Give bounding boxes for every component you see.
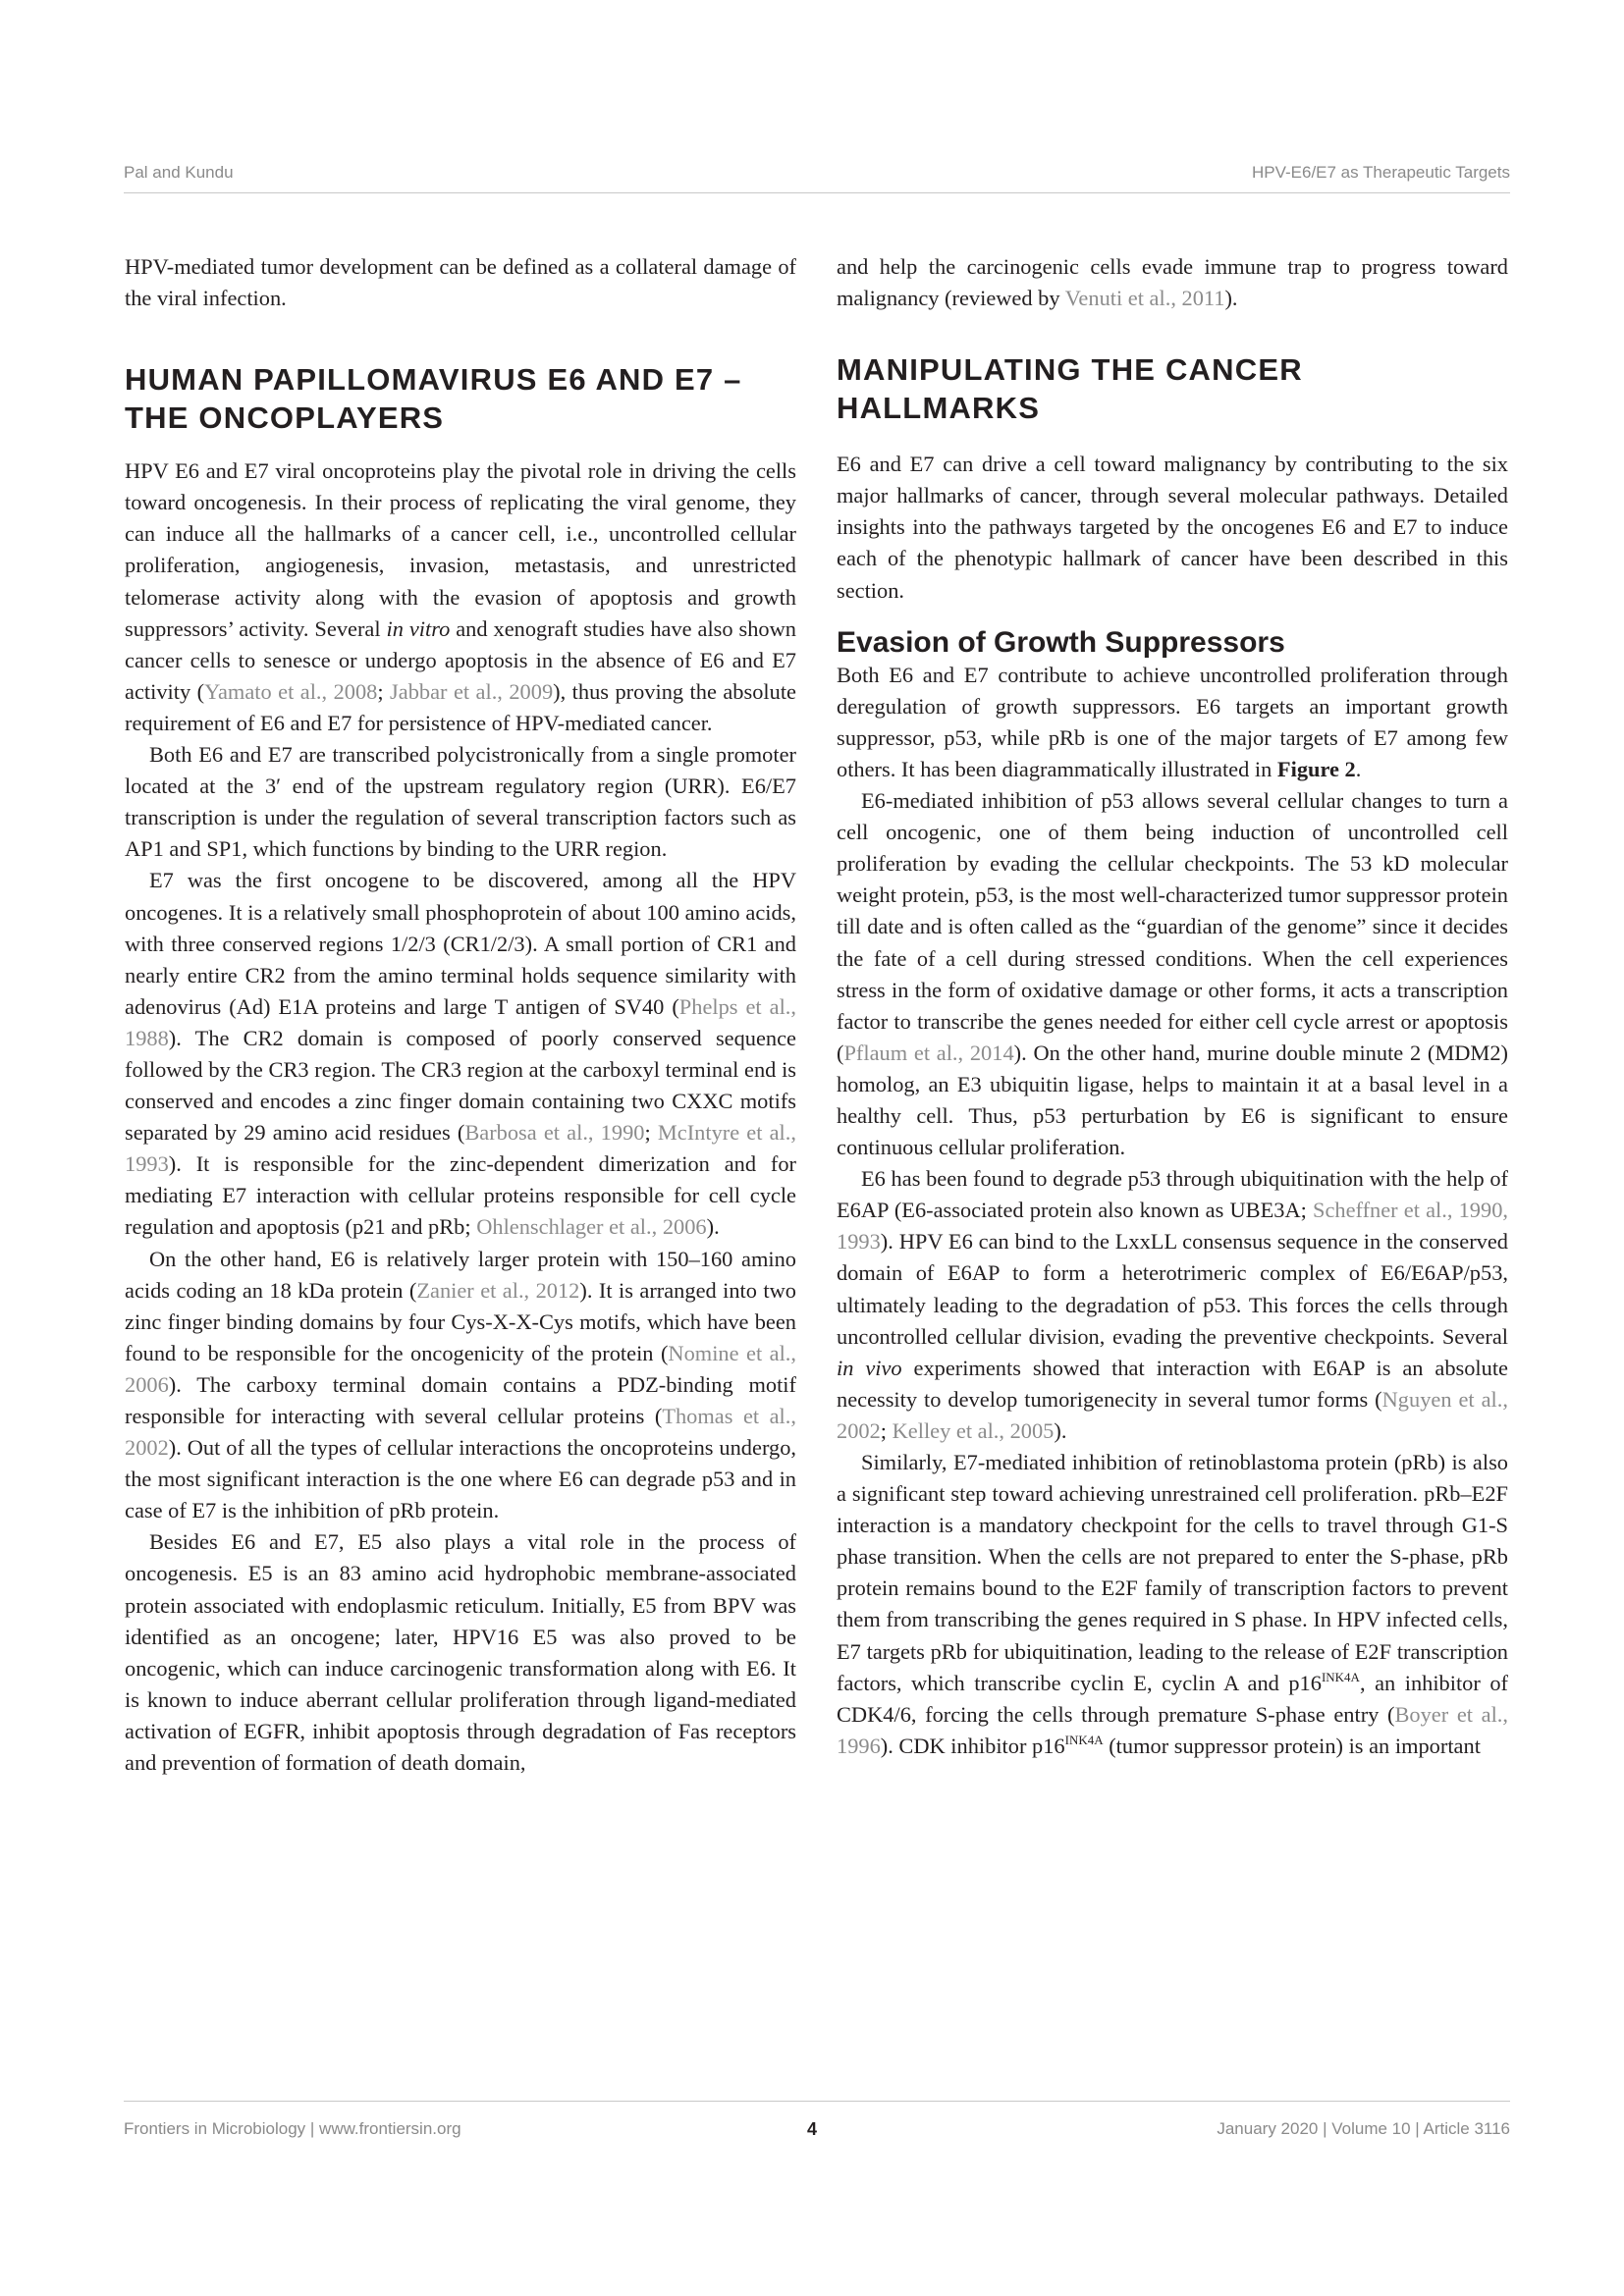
paragraph-4: On the other hand, E6 is relatively larger protein with 150–160 amino acids coding an 18 kDa protein (Zanier et al., 2012). It is arranged into two zinc finger binding domains by four Cys-X-X-Cys motifs, which have been found to be responsible for the oncogenicity of the protein (Nomine et al., 2006). The carboxy terminal domain contains a PDZ-binding motif responsible for interacting with several cellular proteins (Thomas et al., 2002). Out of all the types of cellular interactions the oncoproteins undergo, the most significant interaction is the one where E6 can degrade p53 and in case of E7 is the inhibition of pRb protein.	[125, 1246, 797, 1523]
citation-link[interactable]: McIntyre et al., 1993	[125, 1120, 796, 1177]
footer-issue: January 2020 | Volume 10 | Article 3116	[1217, 2119, 1510, 2138]
citation-link[interactable]: Barbosa et al., 1990	[464, 1120, 645, 1146]
citation-link[interactable]: Venuti et al., 2011	[1064, 286, 1225, 311]
intro-tail-left: HPV-mediated tumor development can be defined as a collateral damage of the viral infection.	[125, 254, 796, 311]
citation-link[interactable]: Yamato et al., 2008	[204, 678, 378, 704]
running-head-authors: Pal and Kundu	[124, 163, 234, 182]
citation-link[interactable]: Pflaum et al., 2014	[843, 1040, 1014, 1065]
intro-tail-right: and help the carcinogenic cells evade immune trap to progress toward malignancy (reviewed by Venuti et al., 2011).	[837, 254, 1508, 311]
paragraph-hallmarks-intro: E6 and E7 can drive a cell toward malignancy by contributing to the six major hallmarks of cancer, through several molecular pathways. Detailed insights into the pathways targeted by the oncogenes E6 and E7 to induce each of the phenotypic hallmark of cancer have been described in this section.	[837, 452, 1508, 603]
section-heading-oncoplayers: HUMAN PAPILLOMAVIRUS E6 AND E7 – THE ONCOPLAYERS	[125, 362, 742, 436]
running-head-title: HPV-E6/E7 as Therapeutic Targets	[1251, 163, 1510, 182]
footer-rule	[124, 2101, 1510, 2102]
citation-link[interactable]: Boyer et al., 1996	[837, 1701, 1508, 1758]
citation-link[interactable]: Zanier et al., 2012	[416, 1277, 580, 1303]
paragraph-growth-1: Both E6 and E7 contribute to achieve uncontrolled proliferation through deregulation of growth suppressors. E6 targets an important growth suppressor, p53, while pRb is one of the major targets of E7 among few others. It has been diagrammatically illustrated in Figure 2.	[837, 662, 1508, 781]
citation-link[interactable]: Thomas et al., 2002	[125, 1404, 796, 1461]
right-column	[837, 251, 1508, 1762]
figure-link[interactable]: Figure 2	[1276, 756, 1356, 781]
left-column	[125, 251, 796, 1779]
citation-link[interactable]: Jabbar et al., 2009	[390, 678, 554, 704]
citation-link[interactable]: Kelley et al., 2005	[892, 1417, 1055, 1443]
paragraph-growth-3: E6 has been found to degrade p53 through ubiquitination with the help of E6AP (E6-associated protein also known as UBE3A; Scheffner et al., 1990, 1993). HPV E6 can bind to the LxxLL consensus sequence in the conserved domain of E6AP to form a heterotrimeric complex of E6/E6AP/p53, ultimately leading to the degradation of p53. This forces the cells through uncontrolled cellular division, evading the preventive checkpoints. Several in vivo experiments showed that interaction with E6AP is an absolute necessity to develop tumorigenecity in several tumor forms (Nguyen et al., 2002; Kelley et al., 2005).	[837, 1166, 1508, 1443]
section-heading-hallmarks: MANIPULATING THE CANCER HALLMARKS	[837, 352, 1303, 426]
paragraph-growth-2: E6-mediated inhibition of p53 allows several cellular changes to turn a cell oncogenic, one of them being induction of uncontrolled cell proliferation by evading the cellular checkpoints. The 53 kD molecular weight protein, p53, is the most well-characterized tumor suppressor protein till date and is often called as the “guardian of the genome” since it decides the fate of a cell during stressed conditions. When the cell experiences stress in the form of oxidative damage or other forms, it acts a transcription factor to transcribe the genes needed for either cell cycle arrest or apoptosis (Pflaum et al., 2014). On the other hand, murine double minute 2 (MDM2) homolog, an E3 ubiquitin ligase, helps to maintain it at a basal level in a healthy cell. Thus, p53 perturbation by E6 is significant to ensure continuous cellular proliferation.	[837, 788, 1508, 1160]
paragraph-3: E7 was the first oncogene to be discovered, among all the HPV oncogenes. It is a relatively small phosphoprotein of about 100 amino acids, with three conserved regions 1/2/3 (CR1/2/3). A small portion of CR1 and nearly entire CR2 from the amino terminal holds sequence similarity with adenovirus (Ad) E1A proteins and large T antigen of SV40 (Phelps et al., 1988). The CR2 domain is composed of poorly conserved sequence followed by the CR3 region. The CR3 region at the carboxyl terminal end is conserved and encodes a zinc finger domain containing two CXXC motifs separated by 29 amino acid residues (Barbosa et al., 1990; McIntyre et al., 1993). It is responsible for the zinc-dependent dimerization and for mediating E7 interaction with cellular proteins responsible for cell cycle regulation and apoptosis (p21 and pRb; Ohlenschlager et al., 2006).	[125, 868, 796, 1240]
paragraph-2: Both E6 and E7 are transcribed polycistronically from a single promoter located at the 3′ end of the upstream regulatory region (URR). E6/E7 transcription is under the regulation of several transcription factors such as AP1 and SP1, which functions by binding to the URR region.	[125, 742, 796, 862]
citation-link[interactable]: Nomine et al., 2006	[125, 1340, 796, 1397]
header-rule	[124, 192, 1510, 193]
citation-link[interactable]: Ohlenschlager et al., 2006	[476, 1214, 707, 1240]
page-number: 4	[806, 2119, 817, 2139]
paragraph-growth-4: Similarly, E7-mediated inhibition of retinoblastoma protein (pRb) is also a significant step toward achieving unrestrained cell proliferation. pRb–E2F interaction is a mandatory checkpoint for the cells to travel through G1-S phase transition. When the cells are not prepared to enter the S-phase, pRb protein remains bound to the E2F family of transcription factors to prevent them from transcribing the genes required in S phase. In HPV infected cells, E7 targets pRb for ubiquitination, leading to the release of E2F transcription factors, which transcribe cyclin E, cyclin A and $p16^{INK4A}$, an inhibitor of CDK4/6, forcing the cells through premature S-phase entry (Boyer et al., 1996). CDK inhibitor $p16^{INK4A}$ (tumor suppressor protein) is an important	[837, 1450, 1509, 1758]
footer-journal[interactable]: Frontiers in Microbiology | www.frontiersin.org	[124, 2119, 461, 2138]
paragraph-5: Besides E6 and E7, E5 also plays a vital role in the process of oncogenesis. E5 is an 83 amino acid hydrophobic membrane-associated protein associated with endoplasmic reticulum. Initially, E5 from BPV was identified as an oncogene; later, HPV16 E5 was also proved to be oncogenic, which can induce carcinogenic transformation along with E6. It is known to induce aberrant cellular proliferation through ligand-mediated activation of EGFR, inhibit apoptosis through degradation of Fas receptors and prevention of formation of death domain,	[125, 1529, 796, 1776]
citation-link[interactable]: Scheffner et al., 1990, 1993	[837, 1198, 1508, 1255]
citation-link[interactable]: Nguyen et al., 2002	[837, 1386, 1508, 1443]
citation-link[interactable]: Phelps et al., 1988	[125, 993, 796, 1050]
paragraph-1: HPV E6 and E7 viral oncoproteins play the pivotal role in driving the cells toward oncogenesis. In their process of replicating the viral genome, they can induce all the hallmarks of a cancer cell, i.e., uncontrolled cellular proliferation, angiogenesis, invasion, metastasis, and unrestricted telomerase activity along with the evasion of apoptosis and growth suppressors’ activity. Several in vitro and xenograft studies have also shown cancer cells to senesce or undergo apoptosis in the absence of E6 and E7 activity (Yamato et al., 2008; Jabbar et al., 2009), thus proving the absolute requirement of E6 and E7 for persistence of HPV-mediated cancer.	[125, 458, 796, 735]
subsection-heading-growth-suppressors: Evasion of Growth Suppressors	[837, 625, 1285, 659]
